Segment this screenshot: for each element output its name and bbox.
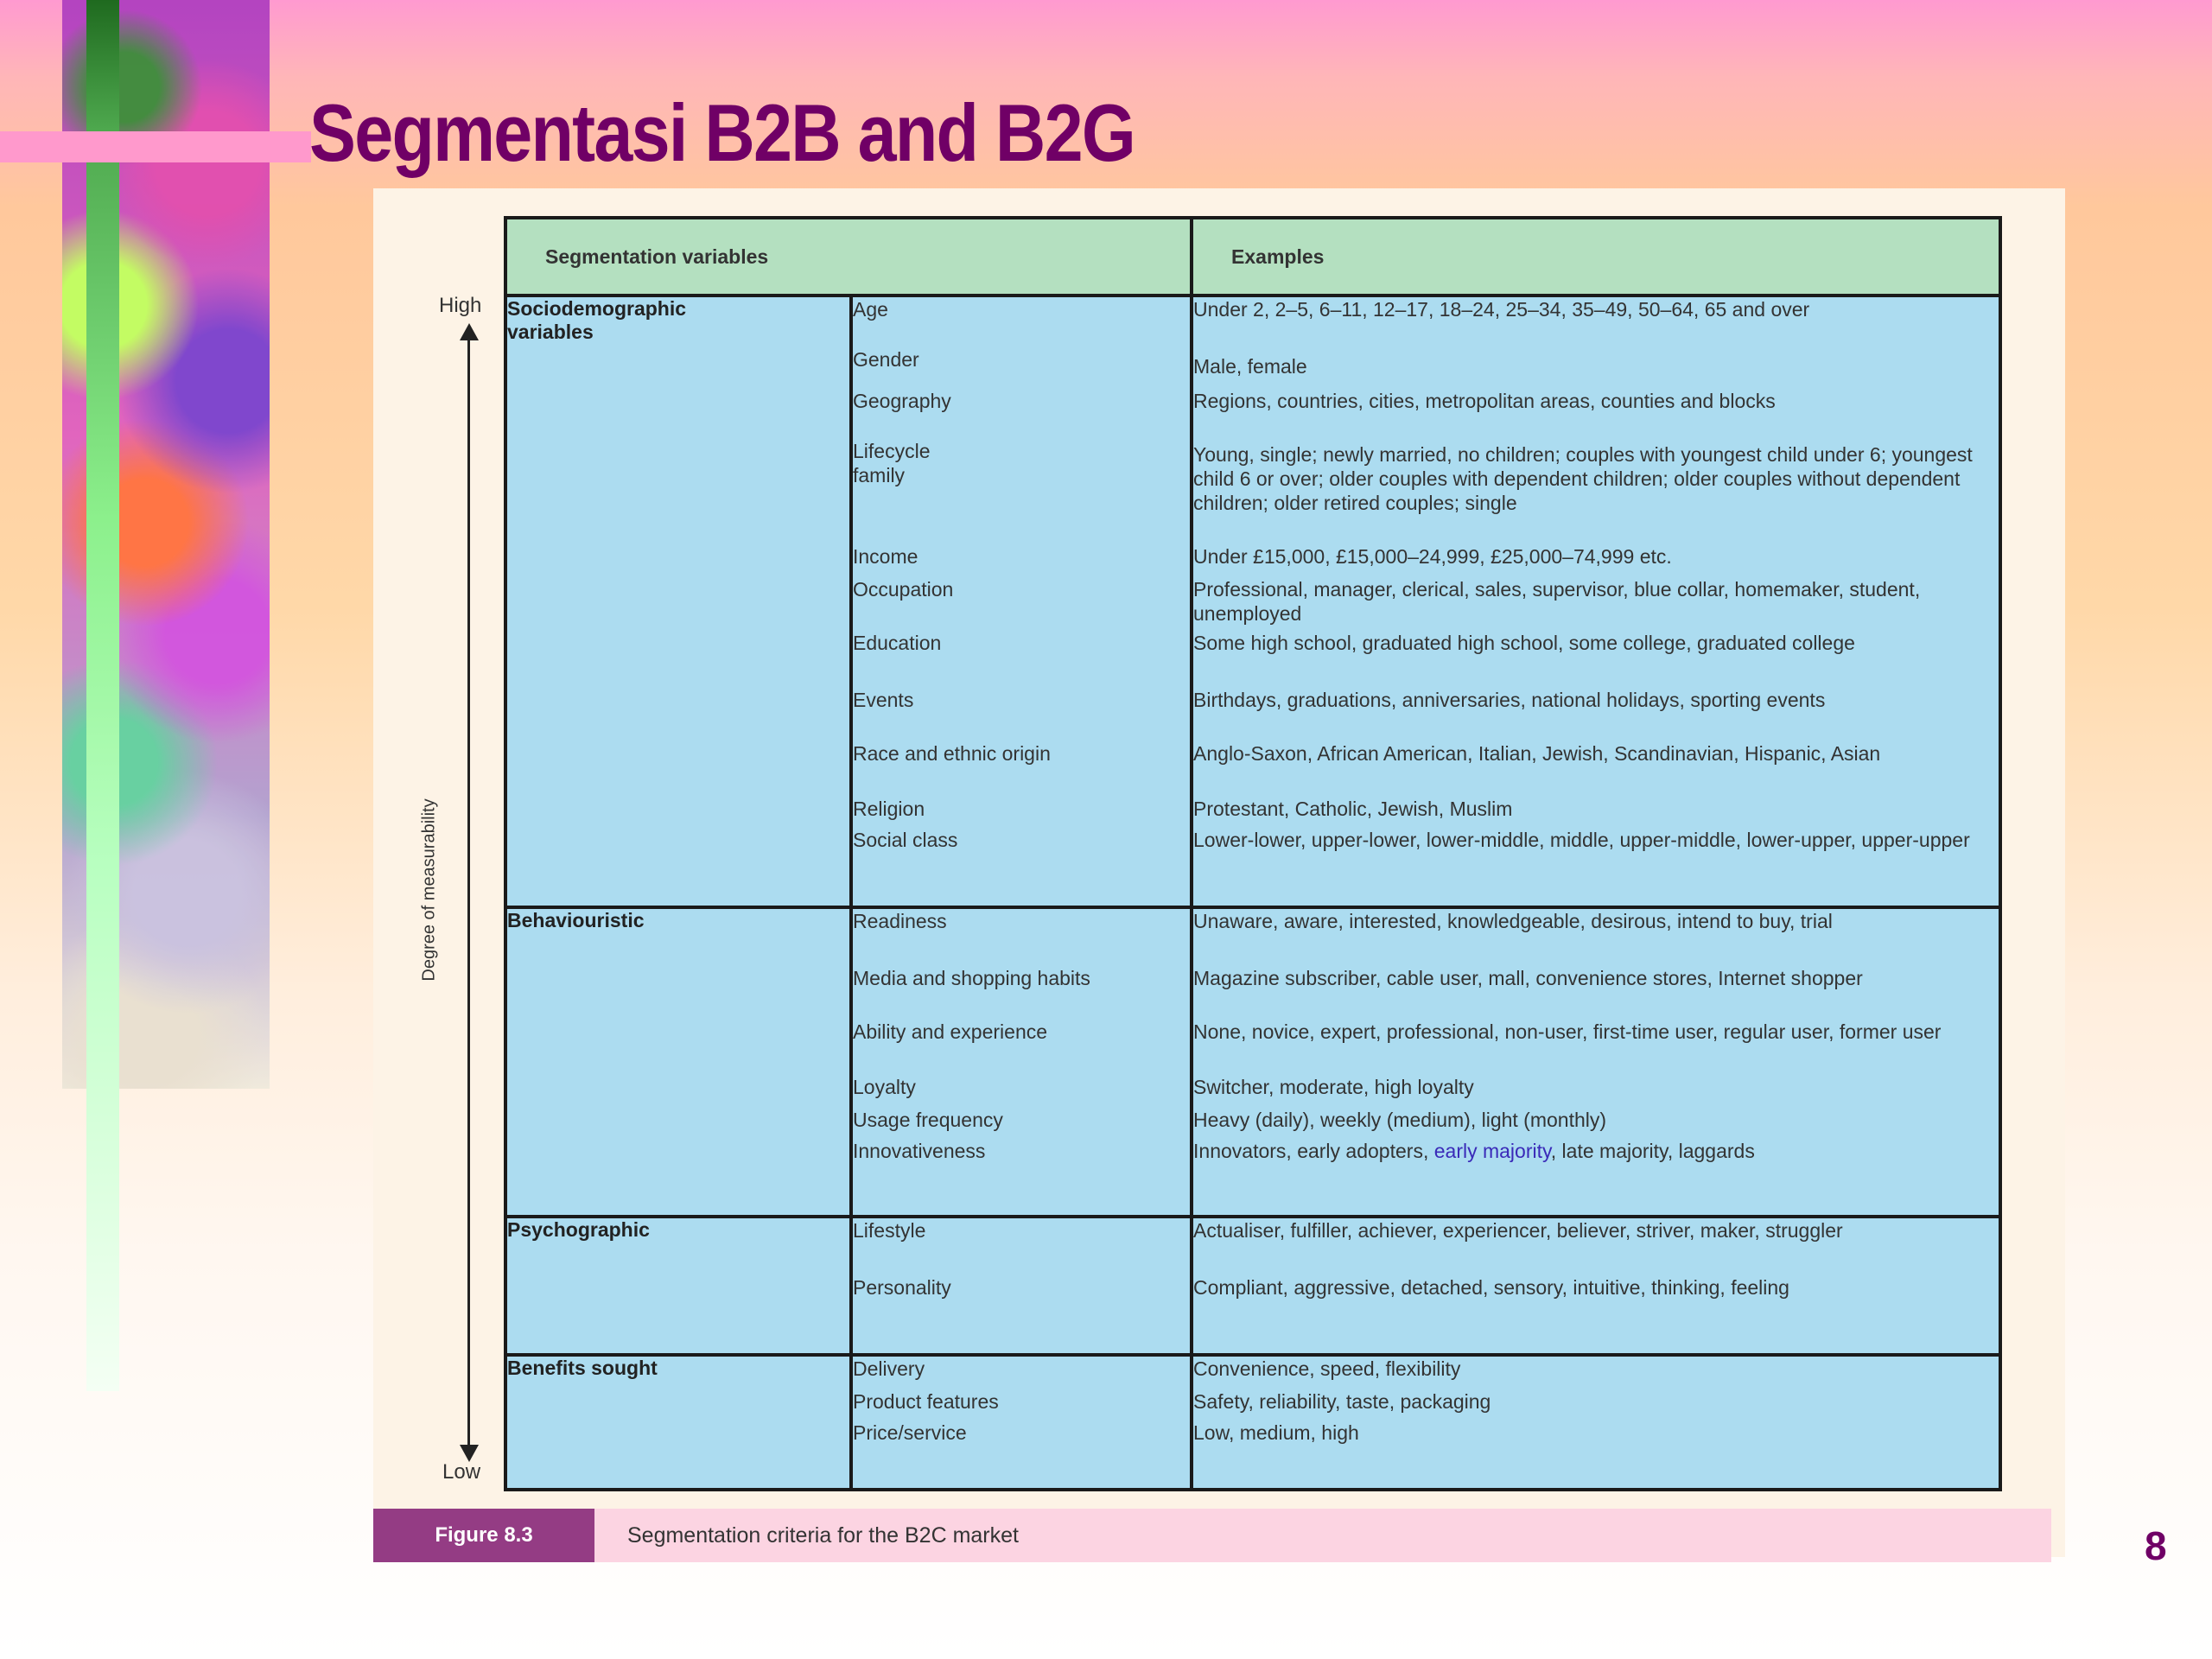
category-cell	[505, 1355, 851, 1490]
category-label: Psychographic	[507, 1218, 650, 1241]
variable-label: Usage frequency	[853, 1109, 1003, 1131]
example-text: Low, medium, high	[1193, 1421, 1359, 1444]
highlighted-term: early majority	[1433, 1140, 1551, 1162]
example-text: Male, female	[1193, 355, 1307, 378]
variable-label: Occupation	[853, 578, 954, 601]
example-text: Safety, reliability, taste, packaging	[1193, 1390, 1491, 1413]
variable-label: Innovativeness	[853, 1140, 986, 1162]
variable-label: Media and shopping habits	[853, 967, 1090, 989]
example-cell	[1192, 296, 2000, 907]
page-number: 8	[2145, 1523, 2167, 1568]
variable-label: Ability and experience	[853, 1020, 1048, 1043]
example-text: Magazine subscriber, cable user, mall, convenience stores, Internet shopper	[1193, 967, 1863, 989]
decorative-horizontal-bar	[0, 131, 311, 162]
variable-cell	[851, 907, 1192, 1217]
example-text: Young, single; newly married, no children; couples with youngest child under 6; youngest child 6 or over; older couples with dependent children; older couples without dependent children; older retired couples; single	[1193, 443, 1973, 514]
example-text: Anglo-Saxon, African American, Italian, Jewish, Scandinavian, Hispanic, Asian	[1193, 742, 1881, 765]
example-text: Unaware, aware, interested, knowledgeable, desirous, intend to buy, trial	[1193, 910, 1833, 932]
example-text: Protestant, Catholic, Jewish, Muslim	[1193, 798, 1513, 820]
header-examples: Examples	[1192, 218, 2000, 296]
variable-label: Events	[853, 689, 914, 711]
example-text: Under £15,000, £15,000–24,999, £25,000–74,999 etc.	[1193, 545, 1672, 568]
slide-title: Segmentasi B2B and B2G	[309, 87, 1135, 178]
variable-label: Product features	[853, 1390, 999, 1413]
example-text: Regions, countries, cities, metropolitan areas, counties and blocks	[1193, 390, 1776, 412]
variable-label: Gender	[853, 348, 919, 371]
example-text-part: , late majority, laggards	[1550, 1140, 1755, 1162]
category-cell	[505, 1217, 851, 1355]
example-text: Compliant, aggressive, detached, sensory, intuitive, thinking, feeling	[1193, 1276, 1789, 1299]
axis-title: Degree of measurability	[419, 798, 439, 982]
example-text: Under 2, 2–5, 6–11, 12–17, 18–24, 25–34, 35–49, 50–64, 65 and over	[1193, 298, 1810, 321]
measurability-axis-line	[467, 330, 470, 1459]
table-row	[505, 1217, 2000, 1355]
variable-label: Income	[853, 545, 918, 568]
example-text: Actualiser, fulfiller, achiever, experiencer, believer, striver, maker, struggler	[1193, 1219, 1843, 1242]
arrow-down-icon	[460, 1445, 479, 1462]
example-text: None, novice, expert, professional, non-user, first-time user, regular user, former user	[1193, 1020, 1942, 1043]
table-header-row	[505, 218, 2000, 296]
variable-label: Lifestyle	[853, 1219, 926, 1242]
variable-label: Social class	[853, 829, 958, 851]
figure-caption-label: Figure 8.3	[373, 1509, 594, 1562]
table-row	[505, 907, 2000, 1217]
variable-label: Loyalty	[853, 1076, 916, 1098]
variable-label: Geography	[853, 390, 951, 412]
figure-caption-text: Segmentation criteria for the B2C market	[627, 1523, 1019, 1548]
header-segmentation-variables: Segmentation variables	[505, 218, 1192, 296]
variable-label: Lifecycle family	[853, 440, 931, 486]
category-label: Behaviouristic	[507, 909, 645, 931]
example-text: Heavy (daily), weekly (medium), light (monthly)	[1193, 1109, 1607, 1131]
axis-low-label: Low	[442, 1460, 481, 1484]
variable-label: Religion	[853, 798, 925, 820]
variable-cell	[851, 1217, 1192, 1355]
variable-label: Education	[853, 632, 942, 654]
figure-caption	[373, 1509, 2051, 1562]
variable-label: Personality	[853, 1276, 951, 1299]
variable-label: Race and ethnic origin	[853, 742, 1051, 765]
table-row	[505, 1355, 2000, 1490]
example-text: Some high school, graduated high school, some college, graduated college	[1193, 632, 1855, 654]
category-cell	[505, 907, 851, 1217]
category-cell	[505, 296, 851, 907]
example-text: Lower-lower, upper-lower, lower-middle, middle, upper-middle, lower-upper, upper-upper	[1193, 829, 1970, 851]
category-label: Benefits sought	[507, 1357, 658, 1379]
segmentation-table	[504, 216, 2002, 1491]
variable-cell	[851, 1355, 1192, 1490]
category-label: Sociodemographic variables	[507, 297, 687, 343]
example-text-part: Innovators, early adopters,	[1193, 1140, 1434, 1162]
table-row	[505, 296, 2000, 907]
example-text: Professional, manager, clerical, sales, supervisor, blue collar, homemaker, student, unemployed	[1193, 578, 1921, 625]
example-cell	[1192, 907, 2000, 1217]
variable-label: Age	[853, 298, 888, 321]
decorative-vertical-bar	[86, 0, 119, 1391]
axis-high-label: High	[439, 294, 482, 317]
example-cell	[1192, 1355, 2000, 1490]
variable-label: Price/service	[853, 1421, 967, 1444]
variable-cell	[851, 296, 1192, 907]
variable-label: Readiness	[853, 910, 947, 932]
example-text: Switcher, moderate, high loyalty	[1193, 1076, 1474, 1098]
example-text	[1193, 1139, 1999, 1187]
example-text: Birthdays, graduations, anniversaries, national holidays, sporting events	[1193, 689, 1826, 711]
variable-label: Delivery	[853, 1357, 925, 1380]
example-text: Convenience, speed, flexibility	[1193, 1357, 1461, 1380]
example-cell	[1192, 1217, 2000, 1355]
